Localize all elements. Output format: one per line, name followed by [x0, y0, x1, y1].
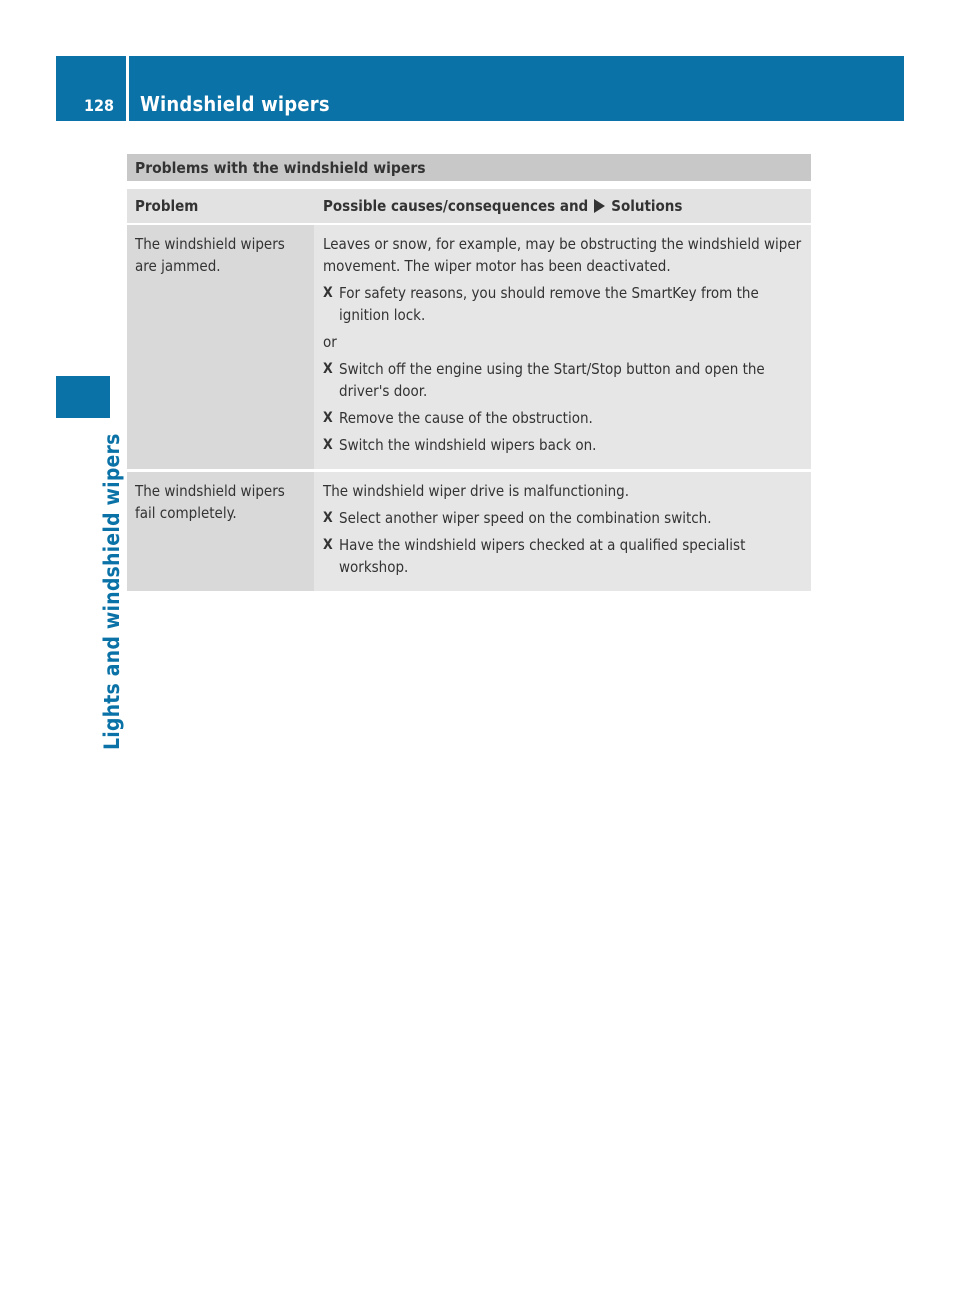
step-marker-icon: X: [323, 285, 333, 301]
solution-cell: [314, 472, 811, 591]
step-marker-icon: X: [323, 510, 333, 526]
problems-table: [127, 154, 811, 594]
solution-step: [323, 407, 803, 429]
step-marker-icon: X: [323, 361, 333, 377]
cause-text: Leaves or snow, for example, may be obstructing the windshield wiper movement. The wiper motor has been deactivated.: [323, 235, 802, 275]
column-header-solutions-label: Solutions: [611, 197, 683, 215]
step-text: For safety reasons, you should remove the SmartKey from the ignition lock.: [339, 284, 759, 324]
table-row: [127, 472, 811, 594]
solution-step: [323, 358, 803, 402]
table-row: [127, 225, 811, 472]
page-number-box: [56, 56, 126, 121]
chapter-label: Lights and windshield wipers: [100, 433, 124, 750]
solution-cell: [314, 225, 811, 469]
section-title-box: [129, 56, 904, 121]
cause-text: The windshield wiper drive is malfunctioning.: [323, 482, 629, 500]
step-marker-icon: X: [323, 437, 333, 453]
table-spacer: [127, 181, 811, 189]
column-header-solutions: [314, 189, 811, 223]
step-text: Switch the windshield wipers back on.: [339, 436, 597, 454]
step-text: Have the windshield wipers checked at a qualified specialist workshop.: [339, 536, 746, 576]
column-header-problem-label: Problem: [135, 197, 199, 215]
page-number: 128: [84, 96, 115, 115]
solution-step: [323, 434, 803, 456]
solution-step: [323, 507, 803, 529]
step-text: Select another wiper speed on the combination switch.: [339, 509, 712, 527]
problem-cell: [127, 225, 314, 469]
column-header-problem: [127, 189, 314, 223]
chapter-tab-marker: [56, 376, 110, 418]
page-header: [56, 56, 904, 121]
or-text: or: [323, 333, 337, 351]
solution-step: [323, 282, 803, 326]
solution-step: [323, 534, 803, 578]
table-header-row: [127, 189, 811, 225]
section-title: Windshield wipers: [140, 92, 330, 116]
problem-text: The windshield wipers fail completely.: [135, 482, 285, 522]
step-marker-icon: X: [323, 410, 333, 426]
problem-cell: [127, 472, 314, 591]
step-marker-icon: X: [323, 537, 333, 553]
step-text: Switch off the engine using the Start/Stop button and open the driver's door.: [339, 360, 765, 400]
table-title: Problems with the windshield wipers: [127, 154, 811, 181]
column-header-causes-label: Possible causes/consequences and: [323, 197, 589, 215]
arrow-right-icon: [594, 199, 605, 213]
problem-text: The windshield wipers are jammed.: [135, 235, 285, 275]
step-text: Remove the cause of the obstruction.: [339, 409, 593, 427]
